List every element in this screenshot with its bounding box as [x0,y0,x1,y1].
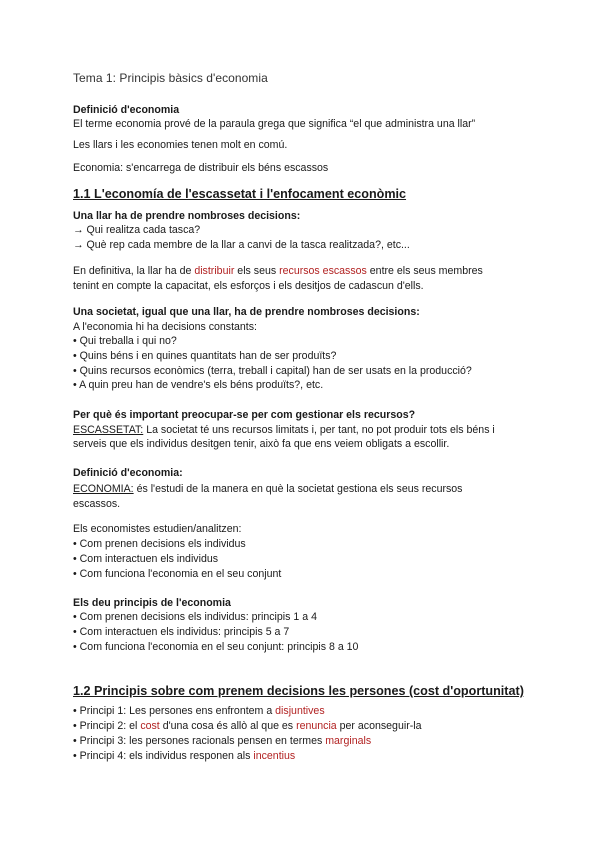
perque-heading: Per què és important preocupar-se per com gestionar els recursos? [73,409,416,421]
document-title: Tema 1: Principis bàsics d'economia [73,71,268,85]
text-run: • Principi 1: Les persones ens enfrontem a [73,705,276,717]
llar-heading: Una llar ha de prendre nombroses decisions: [73,210,301,222]
text-run: entre els seus membres [366,265,483,277]
deu-heading: Els deu principis de l'economia [73,597,231,609]
list-item: • Qui treballa i qui no? [73,335,177,347]
intro-heading: Definició d'economia [73,104,180,116]
intro-line: Les llars i les economies tenen molt en comú. [73,139,288,151]
principle-item [73,749,543,764]
highlight-term: incentius [253,750,296,762]
highlight-term: distribuir [194,265,235,277]
intro-line: Economia: s'encarrega de distribuir els béns escassos [73,162,329,174]
principle-item [73,719,543,734]
societat-heading: Una societat, igual que una llar, ha de prendre nombroses decisions: [73,306,420,318]
list-item: • Quins recursos econòmics (terra, treball i capital) han de ser usats en la producció? [73,365,472,377]
list-item: • Com funciona l'economia en el seu conjunt: principis 8 a 10 [73,641,359,653]
list-item: • A quin preu han de vendre's els béns produïts?, etc. [73,379,324,391]
list-item: • Com prenen decisions els individus [73,538,246,550]
text-run: els seus [234,265,280,277]
text-run: • Principi 3: les persones racionals pensen en termes [73,735,326,747]
text-run: d'una cosa és allò al que es [159,720,297,732]
text-run: per aconseguir-la [336,720,422,732]
perque-line: serveis que els individus desitgen tenir, això fa que ens veiem obligats a escollir. [73,438,450,450]
term-label: ESCASSETAT: [73,424,144,436]
list-item: • Com interactuen els individus: principis 5 a 7 [73,626,290,638]
llar-paragraph-line: tenint en compte la capacitat, els esforços i els desitjos de cadascun d'ells. [73,280,424,292]
text-run: • Principi 2: el [73,720,141,732]
perque-line [73,423,543,438]
definicio-heading: Definició d'economia: [73,467,183,479]
intro-line: El terme economia prové de la paraula grega que significa “el que administra una llar” [73,118,476,130]
list-item: • Quins béns i en quines quantitats han de ser produïts? [73,350,337,362]
text-run: és l'estudi de la manera en què la societat gestiona els seus recursos [133,483,463,495]
list-item: • Com interactuen els individus [73,553,219,565]
text-run: • Principi 4: els individus responen als [73,750,254,762]
list-item: • Com funciona l'economia en el seu conjunt [73,568,282,580]
highlight-term: cost [140,720,160,732]
llar-paragraph [73,264,543,279]
highlight-term: marginals [325,735,372,747]
text-run: En definitiva, la llar ha de [73,265,195,277]
principle-item [73,704,543,719]
section-2-title: 1.2 Principis sobre com prenem decisions les persones (cost d'oportunitat) [73,684,524,698]
highlight-term: disjuntives [275,705,325,717]
list-item: → Qui realitza cada tasca? [73,224,201,236]
term-label: ECONOMIA: [73,483,134,495]
list-item: • Com prenen decisions els individus: principis 1 a 4 [73,611,317,623]
principle-item [73,734,543,749]
societat-sub: A l'economia hi ha decisions constants: [73,321,257,333]
highlight-term: recursos escassos [279,265,367,277]
list-item: → Què rep cada membre de la llar a canvi de la tasca realitzada?, etc... [73,239,410,251]
highlight-term: renuncia [296,720,337,732]
text-run: La societat té uns recursos limitats i, per tant, no pot produir tots els béns i [143,424,495,436]
section-1-title: 1.1 L'economía de l'escassetat i l'enfocament econòmic [73,187,407,201]
definicio-line: escassos. [73,498,121,510]
definicio-line [73,482,543,497]
economistes-intro: Els economistes estudien/analitzen: [73,523,242,535]
